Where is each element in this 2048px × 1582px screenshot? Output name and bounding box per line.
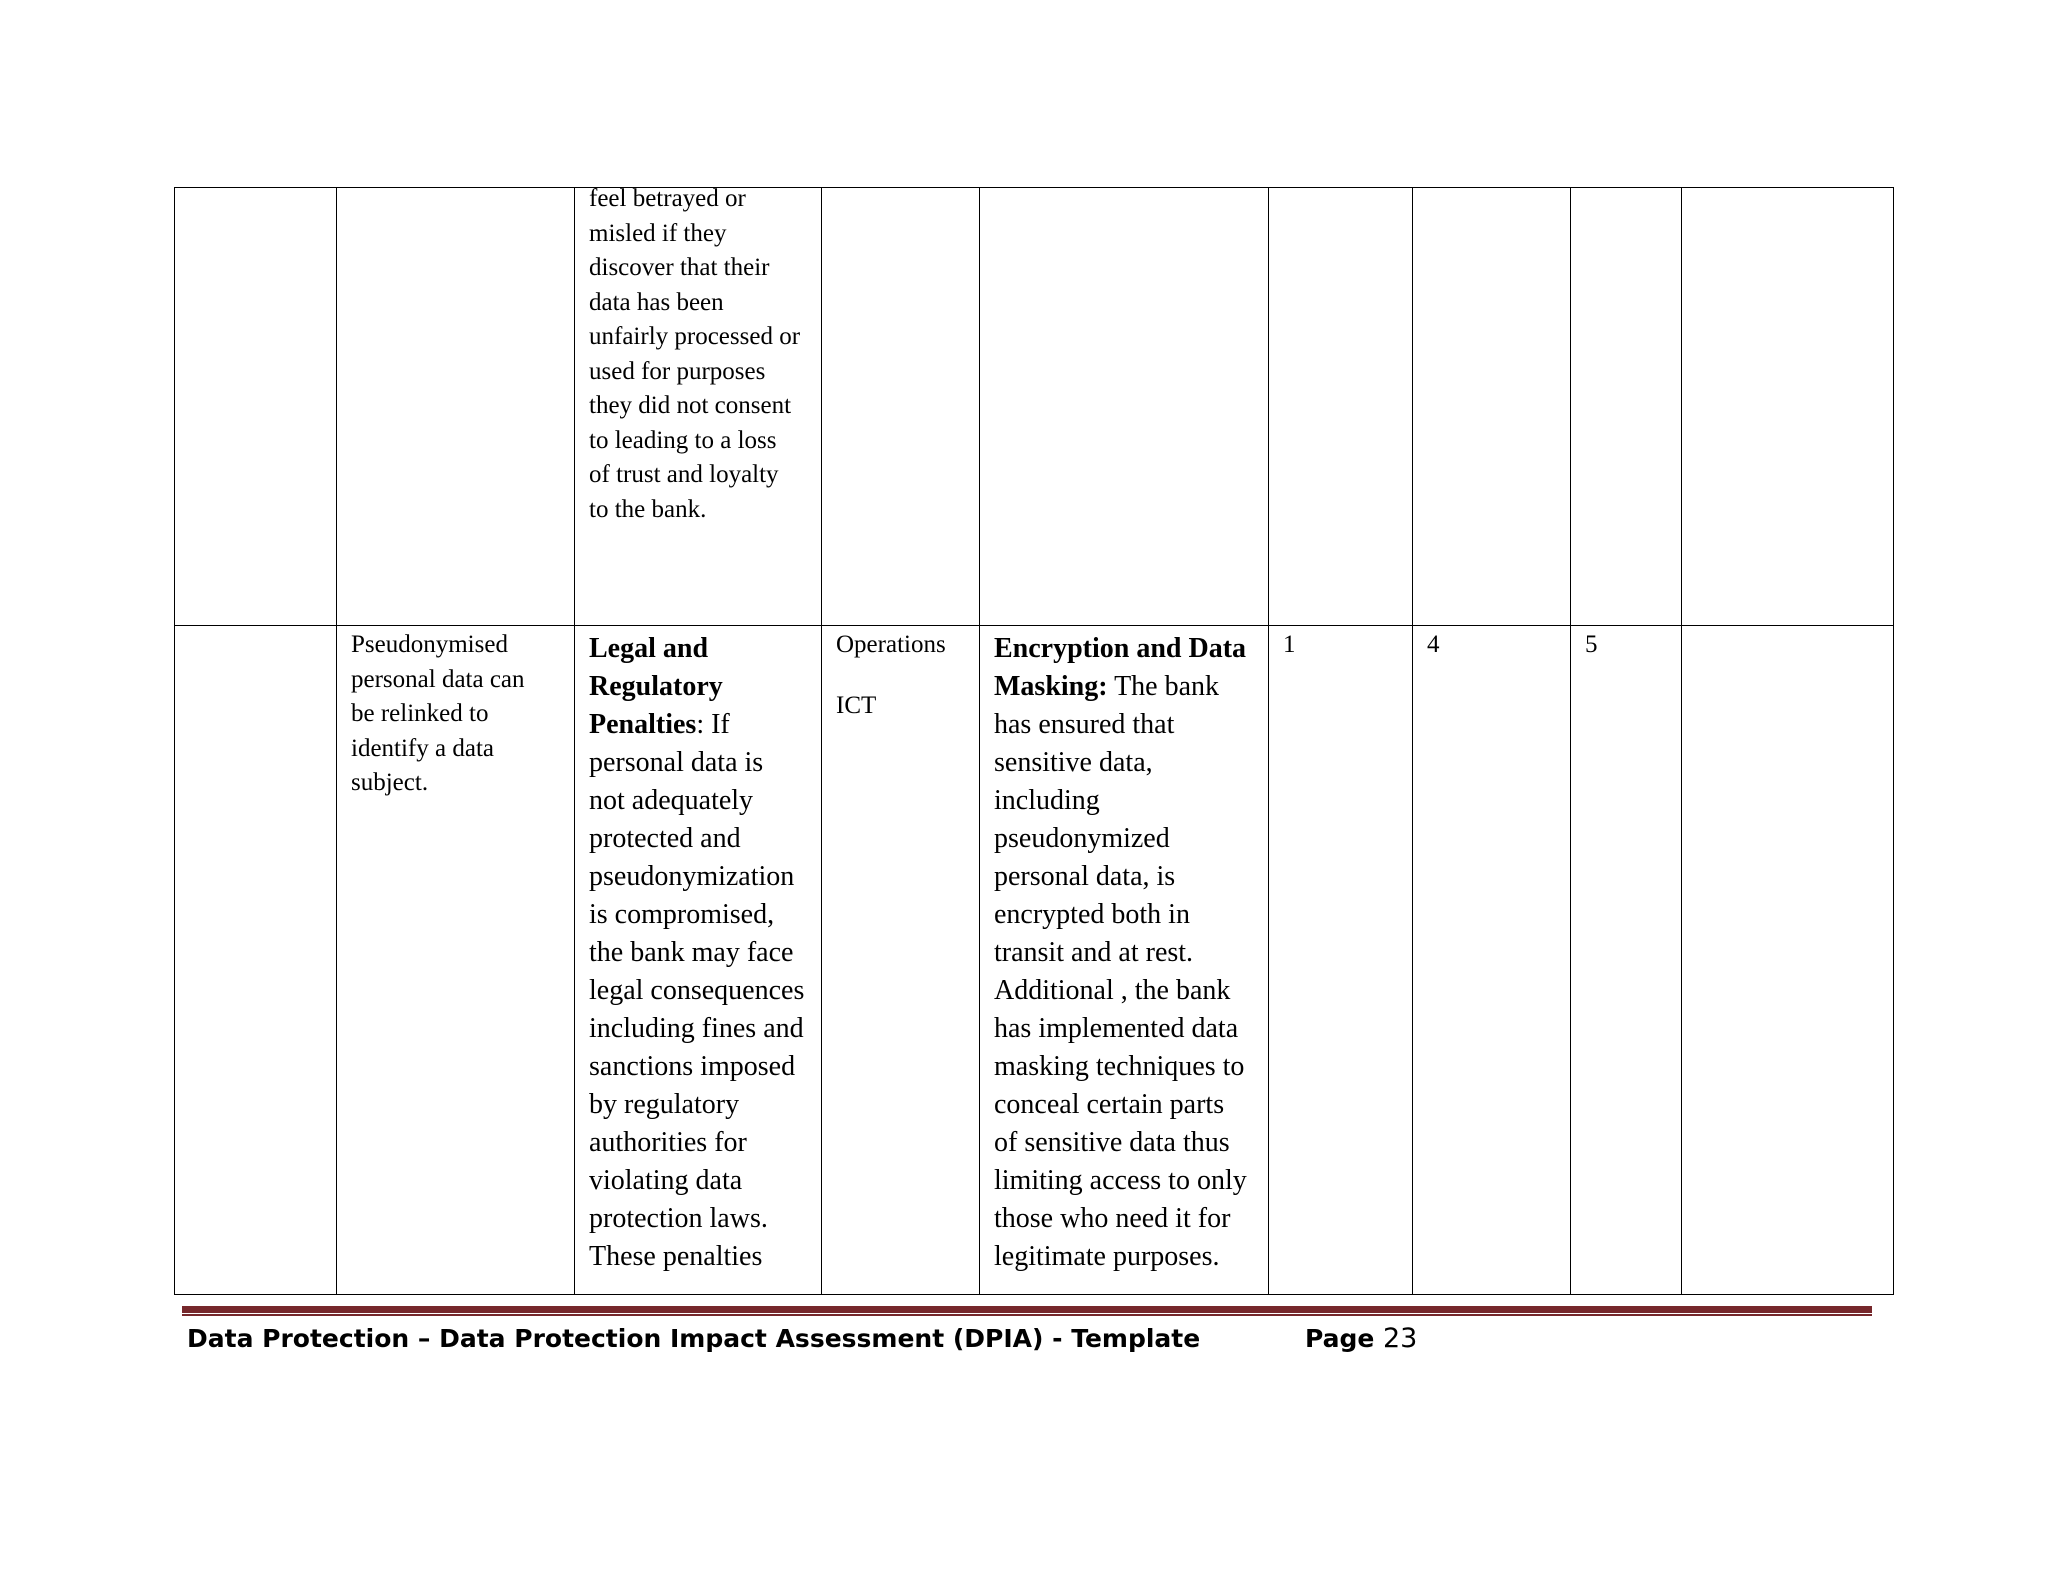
risk-title-suffix: : If <box>696 709 730 740</box>
footer-divider <box>182 1306 1872 1313</box>
cell-empty <box>822 188 980 626</box>
footer-page-number <box>1305 1321 1417 1357</box>
risk-title-line: Penalties <box>589 709 697 740</box>
page-number: 23 <box>1382 1323 1418 1354</box>
text-line: discover that their <box>589 254 770 281</box>
text-line: including fines and <box>589 1013 804 1044</box>
cell-empty <box>1682 626 1894 1295</box>
impact-value: 4 <box>1427 631 1440 658</box>
cell-risk-impact <box>575 626 822 1295</box>
dpia-risk-table <box>174 187 1894 1295</box>
text-line: personal data, is <box>994 861 1176 892</box>
text-line: they did not consent <box>589 392 792 419</box>
text-line: personal data is <box>589 747 764 778</box>
text-line: to leading to a loss <box>589 426 777 454</box>
text-line: those who need it for <box>994 1203 1231 1234</box>
text-line: subject. <box>351 769 429 796</box>
footer-divider-thin <box>182 1314 1872 1316</box>
table-row-continued <box>175 188 1894 626</box>
cell-empty <box>980 188 1269 626</box>
text-line: conceal certain parts <box>994 1089 1225 1120</box>
text-line: used for purposes <box>589 357 766 385</box>
cell-likelihood <box>1269 626 1413 1295</box>
owner-operations: Operations <box>836 631 946 658</box>
text-line: pseudonymized <box>994 823 1170 854</box>
text-line: not adequately <box>589 785 754 816</box>
score-value: 5 <box>1585 631 1598 658</box>
risk-title-line: Legal and <box>589 633 709 664</box>
cell-empty <box>337 188 575 626</box>
text-line: authorities for <box>589 1127 747 1158</box>
text-line: misled if they <box>589 219 727 247</box>
text-line: of sensitive data thus <box>994 1127 1230 1158</box>
text-line: data has been <box>589 288 724 316</box>
text-line: unfairly processed or <box>589 323 801 350</box>
risk-title-line: Regulatory <box>589 671 723 702</box>
cell-empty <box>1413 188 1571 626</box>
owner-ict: ICT <box>836 691 877 719</box>
cell-risk-description <box>337 626 575 1295</box>
text-line: of trust and loyalty <box>589 461 779 488</box>
cell-empty <box>1682 188 1894 626</box>
page-label: Page <box>1305 1324 1375 1353</box>
cell-empty <box>1571 188 1682 626</box>
text-line: These penalties <box>589 1241 763 1272</box>
cell-empty <box>175 188 337 626</box>
text-line: is compromised, <box>589 899 775 930</box>
text-line: to the bank. <box>589 495 707 523</box>
text-line: feel betrayed or <box>589 187 746 212</box>
control-title-suffix: The bank <box>1107 671 1220 702</box>
text-line: personal data can <box>351 665 525 693</box>
footer-document-title: Data Protection – Data Protection Impact Assessment (DPIA) - Template <box>187 1324 1201 1353</box>
text-line: the bank may face <box>589 937 794 968</box>
text-line: has ensured that <box>994 709 1175 740</box>
text-line: has implemented data <box>994 1013 1239 1044</box>
text-line: legal consequences <box>589 975 805 1006</box>
text-line: protected and <box>589 823 741 854</box>
table-row-pseudonymisation <box>175 626 1894 1295</box>
text-line: violating data <box>589 1165 743 1196</box>
text-line: be relinked to <box>351 700 489 727</box>
text-line: including <box>994 785 1100 816</box>
cell-risk-owner <box>822 626 980 1295</box>
text-line: masking techniques to <box>994 1051 1245 1082</box>
text-line: identify a data <box>351 734 494 762</box>
text-line: sanctions imposed <box>589 1051 796 1082</box>
text-line: transit and at rest. <box>994 937 1194 968</box>
text-line: legitimate purposes. <box>994 1241 1220 1272</box>
cell-score <box>1571 626 1682 1295</box>
control-title-line: Encryption and Data <box>994 633 1247 664</box>
risk-continued-text <box>589 188 807 528</box>
text-line: Pseudonymised <box>351 631 508 658</box>
likelihood-value: 1 <box>1283 631 1296 658</box>
cell-risk-continued <box>575 188 822 626</box>
cell-control-measure <box>980 626 1269 1295</box>
text-line: limiting access to only <box>994 1165 1247 1196</box>
text-line: sensitive data, <box>994 747 1153 778</box>
text-line: pseudonymization <box>589 861 795 892</box>
cell-empty <box>1269 188 1413 626</box>
text-line: by regulatory <box>589 1089 740 1120</box>
text-line: Additional , the bank <box>994 975 1231 1006</box>
cell-empty <box>175 626 337 1295</box>
text-line: protection laws. <box>589 1203 768 1234</box>
cell-impact <box>1413 626 1571 1295</box>
control-title-line: Masking: <box>994 671 1108 702</box>
text-line: encrypted both in <box>994 899 1190 930</box>
